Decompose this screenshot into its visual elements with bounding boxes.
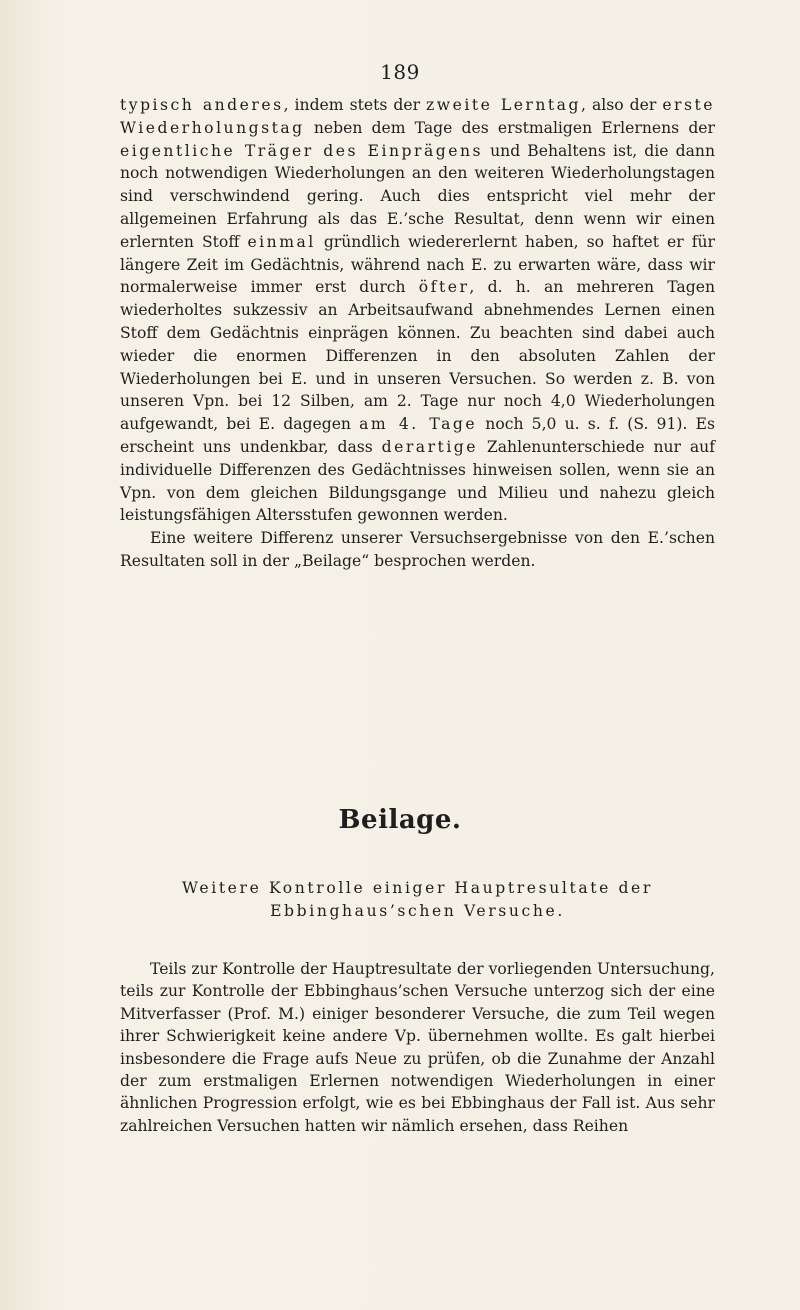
- text-run: und Behaltens ist, die dann noch notwendigen Wiederholungen an den weiteren Wiederholungstagen sind verschwindend gering. Auch dies entspricht viel mehr der allgemeinen Erfahrung als das E.’sche Resultat, denn wenn wir einen erlernten Stoff: [120, 141, 715, 251]
- page-number: 189: [380, 60, 420, 84]
- text-run: erste Wiederholungstag: [120, 96, 715, 137]
- text-run: neben dem Tage des erstmaligen Erlernens der: [304, 118, 715, 137]
- text-run: , d. h. an mehreren Tagen wiederholtes sukzessiv an Arbeitsaufwand abnehmendes Lernen einen Stoff dem Gedächtnis einprägen können. Zu beachten sind dabei auch wieder die enormen Differenzen in den absoluten Zahlen der Wiederholungen bei E. und in unseren Versuchen. So werden z. B. von unseren Vpn. bei 12 Silben, am 2. Tage nur noch 4,0 Wiederholungen aufgewandt, bei E. dagegen: [120, 278, 715, 434]
- text-run: noch 5,0 u. s. f. (S. 91). Es erscheint uns undenkbar, dass: [120, 415, 715, 456]
- section-subheading: [120, 877, 715, 923]
- text-run: öfter: [418, 278, 470, 297]
- paragraph-continuation: [120, 94, 715, 527]
- text-run: , indem stets der: [283, 96, 427, 114]
- paragraph-beilage-reference: Eine weitere Differenz unserer Versuchsergebnisse von den E.’schen Resultaten soll in der „Beilage“ besprochen werden.: [120, 529, 715, 570]
- text-run: zweite Lerntag: [426, 96, 581, 114]
- text-run: einmal: [247, 232, 316, 251]
- section-heading: Beilage.: [338, 805, 462, 835]
- text-run: Zahlenunterschiede nur auf individuelle Differenzen des Gedächtnisses hinweisen sollen, wenn sie an Vpn. von dem gleichen Bildungsgange und Milieu und nahezu gleich leistungsfähigen Altersstufen gewonnen werden.: [120, 437, 715, 525]
- body-text-upper: [120, 94, 715, 573]
- text-run: gründlich wiedererlernt haben, so haftet er für längere Zeit im Gedächtnis, während nach E. zu erwarten wäre, dass wir normalerweise immer erst durch: [120, 232, 715, 297]
- subheading-line-2: Ebbinghaus’schen Versuche.: [270, 902, 565, 920]
- text-run: typisch anderes: [120, 96, 284, 114]
- text-run: derartige: [381, 437, 479, 456]
- text-run: , also der: [580, 96, 663, 114]
- subheading-line-1: Weitere Kontrolle einiger Hauptresultate der: [182, 879, 653, 897]
- body-text-lower: [120, 958, 715, 1137]
- paragraph-beilage-body: Teils zur Kontrolle der Hauptresultate der vorliegenden Untersuchung, teils zur Kontrolle der Ebbinghaus’schen Versuche unterzog sich der eine Mitverfasser (Prof. M.) einiger besonderer Versuche, die zum Teil wegen ihrer Schwierigkeit keine andere Vp. übernehmen wollte. Es galt hierbei insbesondere die Frage aufs Neue zu prüfen, ob die Zunahme der Anzahl der zum erstmaligen Erlernen notwendigen Wiederholungen in einer ähnlichen Progression erfolgt, wie es bei Ebbinghaus der Fall ist. Aus sehr zahlreichen Versuchen hatten wir nämlich ersehen, dass Reihen: [120, 960, 715, 1135]
- text-run: eigentliche Träger des Einprägens: [120, 141, 483, 160]
- text-run: am 4. Tage: [359, 415, 478, 434]
